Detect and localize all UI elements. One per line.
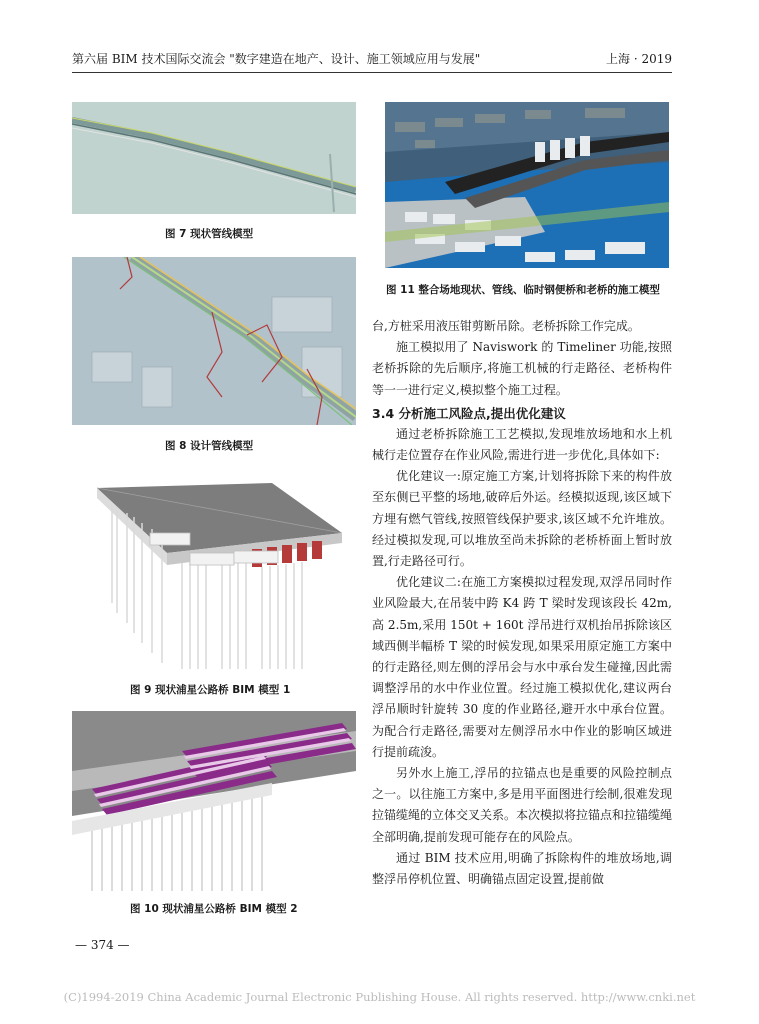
- figure-9-caption: 图 9 现状浦星公路桥 BIM 模型 1: [130, 684, 291, 696]
- paragraph-1: 台,方桩采用液压钳剪断吊除。老桥拆除工作完成。: [372, 319, 640, 333]
- figure-8-image: [72, 257, 356, 425]
- figure-10-caption: 图 10 现状浦星公路桥 BIM 模型 2: [130, 903, 298, 915]
- figure-7-image: [72, 102, 356, 214]
- copyright-footer: (C)1994-2019 China Academic Journal Electronic Publishing House. All rights reserved. http://www.cnki.net: [63, 990, 696, 1004]
- paragraph-4: 优化建议一:原定施工方案,计划将拆除下来的构件放至东侧已平整的场地,破碎后外运。经模拟返现,该区域下方埋有燃气管线,按照管线保护要求,该区域不允许堆放。经过模拟发现,可以堆放至尚未拆除的老桥桥面上暂时放置,行走路径可行。: [372, 469, 672, 569]
- page-number: — 374 —: [75, 938, 130, 952]
- section-heading-3-4: 3.4 分析施工风险点,提出优化建议: [372, 405, 566, 421]
- figure-11-image: [385, 102, 669, 268]
- header-location: 上海 · 2019: [606, 52, 672, 66]
- running-header: [72, 50, 672, 70]
- right-column-text: [372, 316, 672, 890]
- figure-11-caption: 图 11 整合场地现状、管线、临时钢便桥和老桥的施工模型: [386, 284, 660, 296]
- paragraph-2: 施工模拟用了 Naviswork 的 Timeliner 功能,按照老桥拆除的先后顺序,将施工机械的行走路径、老桥构件等一一进行定义,模拟整个施工过程。: [372, 340, 672, 397]
- paragraph-5: 优化建议二:在施工方案模拟过程发现,双浮吊同时作业风险最大,在吊装中跨 K4 跨 T 梁时发现该段长 42m,高 2.5m,采用 150t + 160t 浮吊进行双机抬吊拆除该区域西侧半幅桥 T 梁的时候发现,如果采用原定施工方案中的行走路径,则左侧的浮吊会与水中承台发生碰撞,因此需调整浮吊的水中作业位置。经过施工模拟优化,建议两台浮吊顺时针旋转 30 度的作业路径,避开水中承台位置。为配合行走路径,需要对左侧浮吊水中作业的影响区域进行提前疏浚。: [372, 575, 672, 759]
- figure-9-image: [72, 473, 356, 669]
- figure-10-image: [72, 711, 356, 891]
- figure-7-caption: 图 7 现状管线模型: [165, 228, 254, 240]
- paragraph-7: 通过 BIM 技术应用,明确了拆除构件的堆放场地,调整浮吊停机位置、明确锚点固定设置,提前做: [372, 850, 672, 887]
- paragraph-3: 通过老桥拆除施工工艺模拟,发现堆放场地和水上机械行走位置存在作业风险,需进行进一步优化,具体如下:: [372, 426, 672, 463]
- header-rule: [72, 72, 672, 73]
- figure-8-caption: 图 8 设计管线模型: [165, 440, 254, 452]
- header-conference: 第六届 BIM 技术国际交流会 "数字建造在地产、设计、施工领域应用与发展": [72, 52, 481, 66]
- paragraph-6: 另外水上施工,浮吊的拉锚点也是重要的风险控制点之一。以往施工方案中,多是用平面图进行绘制,很难发现拉锚缆绳的立体交叉关系。本次模拟将拉锚点和拉锚缆绳全部明确,提前发现可能存在的风险点。: [372, 766, 673, 844]
